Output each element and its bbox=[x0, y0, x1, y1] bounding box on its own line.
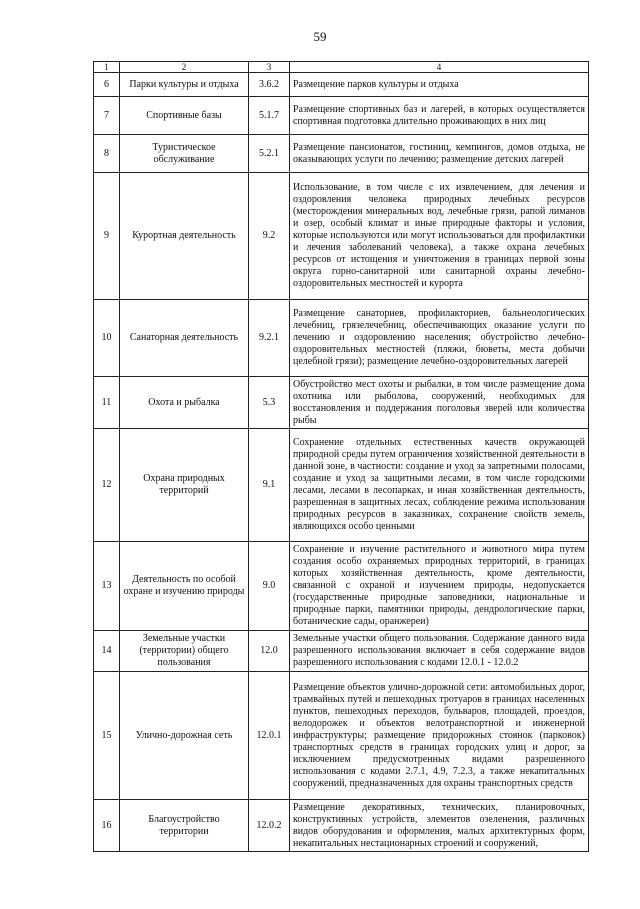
column-header: 1 bbox=[94, 62, 120, 73]
table-row bbox=[94, 173, 589, 300]
use-type-code: 9.1 bbox=[249, 429, 290, 542]
table-row bbox=[94, 542, 589, 631]
table-row bbox=[94, 377, 589, 429]
row-number: 6 bbox=[94, 73, 120, 97]
column-header: 3 bbox=[249, 62, 290, 73]
table-row bbox=[94, 73, 589, 97]
use-type-description: Сохранение и изучение растительного и животного мира путем создания особо охраняемых природных территорий, в границах которых хозяйственная деятельность, кроме деятельности, связанной с охраной и изучением природы, недопускается (государственные природные заповедники, национальные и природные парки, памятники природы, дендрологические парки, ботанические сады, оранжереи) bbox=[290, 542, 589, 631]
table-row bbox=[94, 672, 589, 800]
use-type-code: 12.0 bbox=[249, 631, 290, 672]
use-type-description: Размещение пансионатов, гостиниц, кемпингов, домов отдыха, не оказывающих услуги по лечению; размещение детских лагерей bbox=[290, 135, 589, 173]
use-type-description: Размещение парков культуры и отдыха bbox=[290, 73, 589, 97]
use-type-code: 5.3 bbox=[249, 377, 290, 429]
use-type-description: Размещение объектов улично-дорожной сети: автомобильных дорог, трамвайных путей и пешеходных тротуаров в границах населенных пунктов, пешеходных переходов, бульваров, площадей, проездов, велодорожек и объектов велотранспортной и инженерной инфраструктуры; размещение придорожных стоянок (парковок) транспортных средств в границах городских улиц и дорог, за исключением предусмотренных видами разрешенного использования с кодами 2.7.1, 4.9, 7.2.3, а также некапитальных сооружений, предназначенных для охраны транспортных средств bbox=[290, 672, 589, 800]
use-type-description: Сохранение отдельных естественных качеств окружающей природной среды путем ограничения хозяйственной деятельности в данной зоне, в частности: создание и уход за запретными полосами, создание и уход за защитными лесами, в том числе городскими лесами, лесами в лесопарках, и иная хозяйственная деятельность, разрешенная в защитных лесах, соблюдение режима использования природных ресурсов в заказниках, сохранение свойств земель, являющихся особо ценными bbox=[290, 429, 589, 542]
page-number: 59 bbox=[313, 29, 327, 44]
row-number: 15 bbox=[94, 672, 120, 800]
use-type-code: 5.1.7 bbox=[249, 97, 290, 135]
use-type-description: Размещение декоративных, технических, планировочных, конструктивных устройств, элементов озеленения, различных видов оборудования и оформления, малых архитектурных форм, некапитальных нестационарных строений и сооружений, bbox=[290, 800, 589, 852]
column-header: 4 bbox=[290, 62, 589, 73]
use-type-name: Благоустройство территории bbox=[120, 800, 249, 852]
use-type-name: Санаторная деятельность bbox=[120, 300, 249, 377]
use-type-name: Земельные участки (территории) общего пользования bbox=[120, 631, 249, 672]
table-header-row bbox=[94, 62, 589, 73]
row-number: 12 bbox=[94, 429, 120, 542]
use-type-code: 12.0.1 bbox=[249, 672, 290, 800]
column-header: 2 bbox=[120, 62, 249, 73]
use-type-name: Улично-дорожная сеть bbox=[120, 672, 249, 800]
use-type-description: Размещение санаториев, профилакториев, бальнеологических лечебниц, грязелечебниц, обеспечивающих оказание услуги по лечению и оздоровлению населения; обустройство лечебно-оздоровительных местностей (пляжи, бюветы, места добычи целебной грязи); размещение лечебно-оздоровительных лагерей bbox=[290, 300, 589, 377]
row-number: 11 bbox=[94, 377, 120, 429]
table-row bbox=[94, 800, 589, 852]
use-type-name: Охота и рыбалка bbox=[120, 377, 249, 429]
use-type-code: 9.0 bbox=[249, 542, 290, 631]
use-type-code: 12.0.2 bbox=[249, 800, 290, 852]
row-number: 14 bbox=[94, 631, 120, 672]
use-type-description: Использование, в том числе с их извлечением, для лечения и оздоровления человека природных лечебных ресурсов (месторождения минеральных вод, лечебные грязи, рапой лиманов и озер, особый климат и иные природные факторы и условия, которые используются или могут использоваться для профилактики и лечения заболеваний человека), а также охрана лечебных ресурсов от истощения и уничтожения в границах первой зоны округа горно-санитарной или санитарной охраны лечебно-оздоровительных местностей и курорта bbox=[290, 173, 589, 300]
table-row bbox=[94, 631, 589, 672]
table-row bbox=[94, 300, 589, 377]
table-row bbox=[94, 135, 589, 173]
use-type-description: Земельные участки общего пользования. Содержание данного вида разрешенного использования включает в себя содержание видов разрешенного использования с кодами 12.0.1 - 12.0.2 bbox=[290, 631, 589, 672]
use-type-name: Деятельность по особой охране и изучению природы bbox=[120, 542, 249, 631]
row-number: 9 bbox=[94, 173, 120, 300]
row-number: 8 bbox=[94, 135, 120, 173]
use-type-name: Охрана природных территорий bbox=[120, 429, 249, 542]
land-use-table bbox=[93, 61, 589, 852]
use-type-name: Парки культуры и отдыха bbox=[120, 73, 249, 97]
use-type-name: Спортивные базы bbox=[120, 97, 249, 135]
row-number: 10 bbox=[94, 300, 120, 377]
use-type-code: 9.2 bbox=[249, 173, 290, 300]
row-number: 13 bbox=[94, 542, 120, 631]
table-row bbox=[94, 429, 589, 542]
use-type-name: Туристическое обслуживание bbox=[120, 135, 249, 173]
use-type-name: Курортная деятельность bbox=[120, 173, 249, 300]
use-type-code: 9.2.1 bbox=[249, 300, 290, 377]
row-number: 7 bbox=[94, 97, 120, 135]
use-type-code: 5.2.1 bbox=[249, 135, 290, 173]
table-row bbox=[94, 97, 589, 135]
use-type-description: Размещение спортивных баз и лагерей, в которых осуществляется спортивная подготовка длительно проживающих в них лиц bbox=[290, 97, 589, 135]
row-number: 16 bbox=[94, 800, 120, 852]
use-type-description: Обустройство мест охоты и рыбалки, в том числе размещение дома охотника или рыболова, сооружений, необходимых для восстановления и поддержания поголовья зверей или количества рыбы bbox=[290, 377, 589, 429]
use-type-code: 3.6.2 bbox=[249, 73, 290, 97]
